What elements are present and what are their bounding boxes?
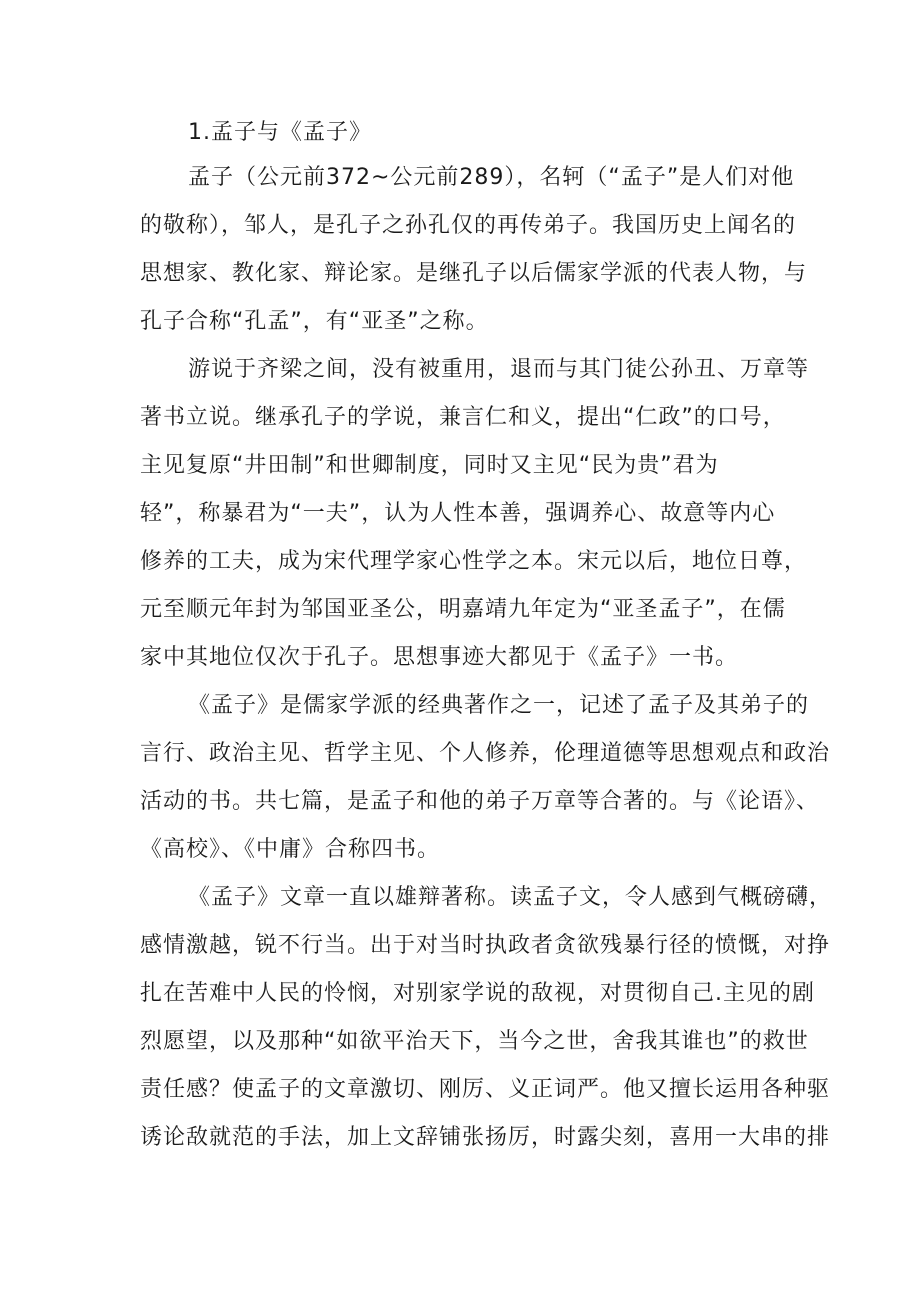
paragraph-line: 诱论敌就范的手法，加上文辞铺张扬厉，时露尖刻，喜用一大串的排 (140, 1125, 831, 1150)
paragraph-line: 活动的书。共七篇，是孟子和他的弟子万章等合著的。与《论语》、 (140, 789, 820, 814)
paragraph-line: 孔子合称“孔孟”，有“亚圣”之称。 (140, 309, 489, 334)
section-heading: 1.孟子与《孟子》 (188, 120, 372, 145)
paragraph-line: 言行、政治主见、哲学主见、个人修养，伦理道德等思想观点和政治 (140, 741, 831, 766)
paragraph-line: 扎在苦难中人民的怜悯，对别家学说的敌视，对贯彻自己.主见的剧 (140, 981, 815, 1006)
paragraph-line: 游说于齐梁之间，没有被重用，退而与其门徒公孙丑、万章等 (188, 357, 810, 382)
paragraph-line: 《孟子》文章一直以雄辩著称。读孟子文，令人感到气概磅礴， (188, 885, 833, 910)
paragraph-line: 轻”，称暴君为“一夫”，认为人性本善，强调养心、故意等内心 (140, 501, 776, 526)
paragraph-line: 家中其地位仅次于孔子。思想事迹大都见于《孟子》一书。 (140, 645, 739, 670)
paragraph-line: 烈愿望，以及那种“如欲平治天下，当今之世，舍我其谁也”的救世 (140, 1029, 809, 1054)
paragraph-line: 责任感？使孟子的文章激切、刚厉、义正词严。他又擅长运用各种驱 (140, 1077, 831, 1102)
paragraph-line: 的敬称），邹人，是孔子之孙孔仅的再传弟子。我国历史上闻名的 (140, 213, 797, 238)
paragraph-line: 《孟子》是儒家学派的经典著作之一，记述了孟子及其弟子的 (188, 693, 810, 718)
paragraph-line: 孟子（公元前372~公元前289），名轲（“孟子”是人们对他 (188, 165, 795, 190)
paragraph-line: 修养的工夫，成为宋代理学家心性学之本。宋元以后，地位日尊， (140, 549, 808, 574)
paragraph-line: 感情激越，锐不行当。出于对当时执政者贪欲残暴行径的愤慨，对挣 (140, 933, 831, 958)
paragraph-line: 元至顺元年封为邹国亚圣公，明嘉靖九年定为“亚圣孟子”，在儒 (140, 597, 786, 622)
paragraph-line: 思想家、教化家、辩论家。是继孔子以后儒家学派的代表人物，与 (140, 261, 808, 286)
paragraph-line: 《高校》、《中庸》合称四书。 (140, 837, 441, 862)
paragraph-line: 著书立说。继承孔子的学说，兼言仁和义，提出“仁政”的口号， (140, 405, 786, 430)
paragraph-line: 主见复原“井田制”和世卿制度，同时又主见“民为贵”君为 (140, 453, 719, 478)
